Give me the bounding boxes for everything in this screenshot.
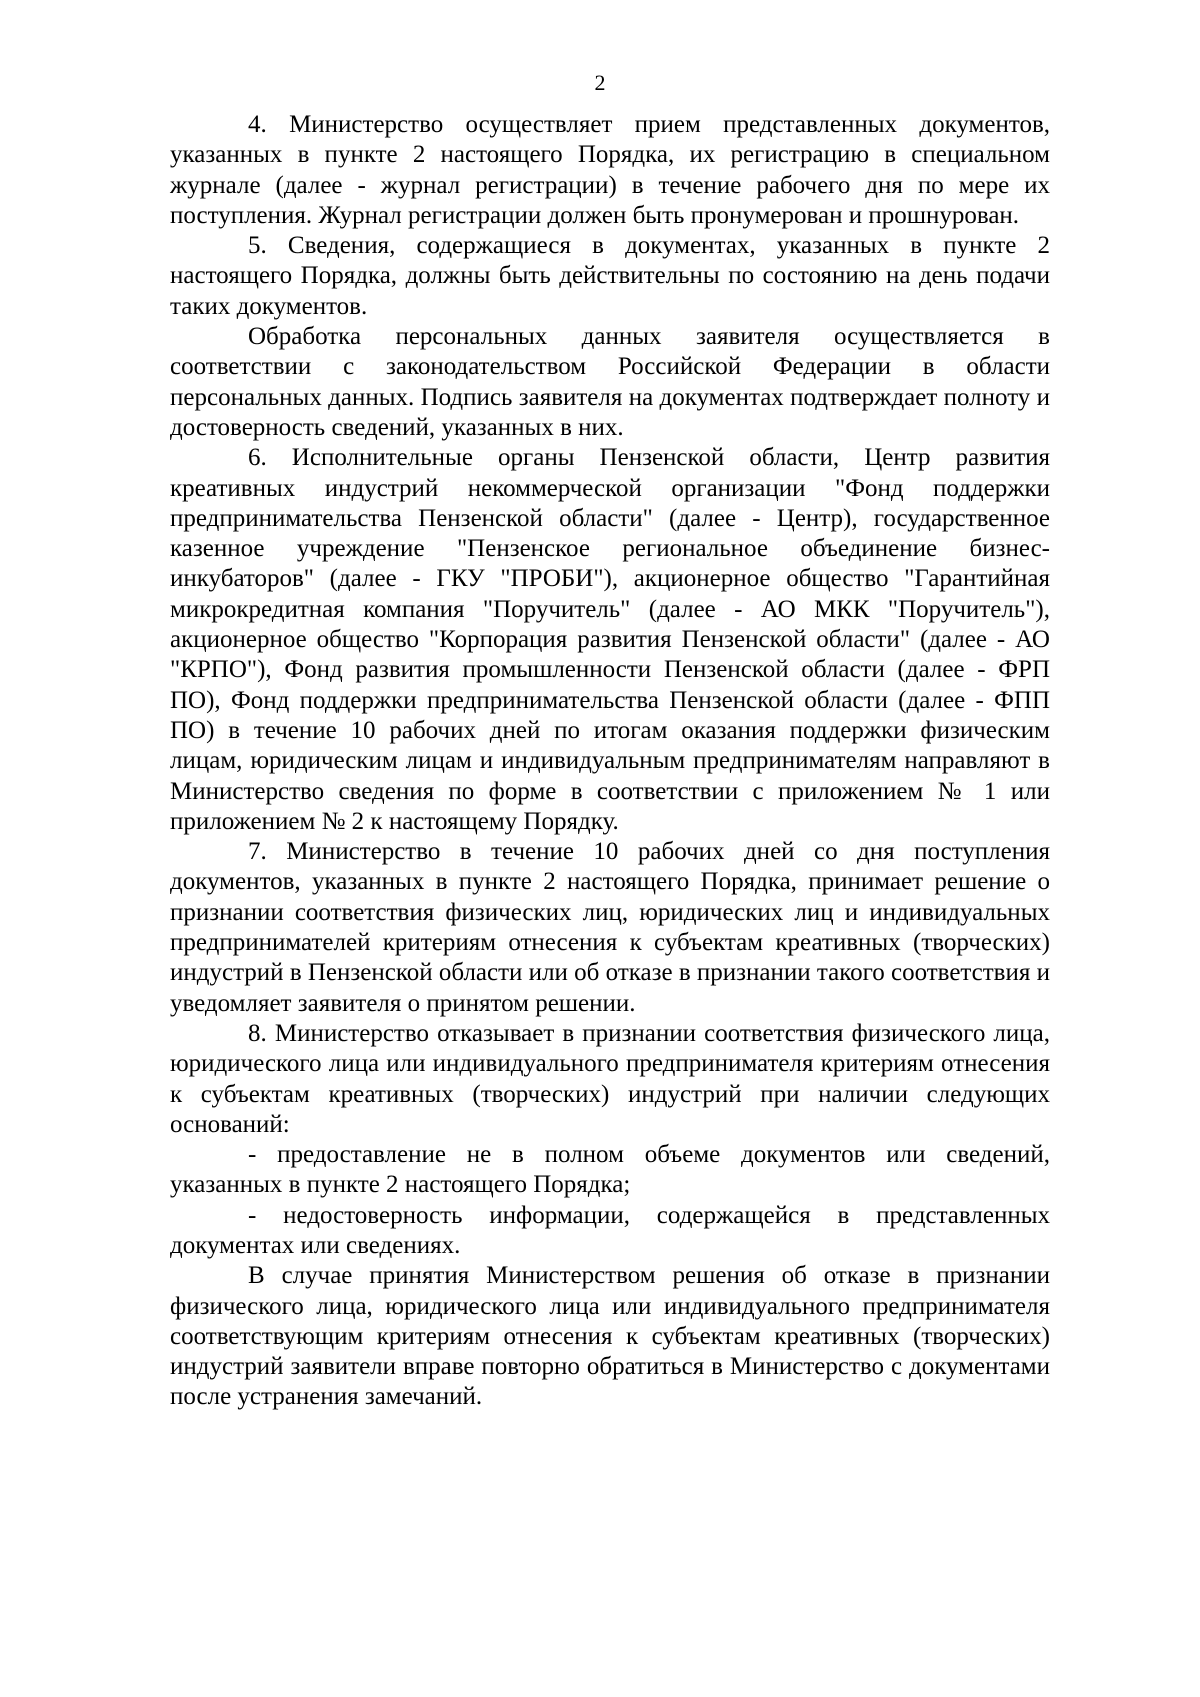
paragraph-personal-data: Обработка персональных данных заявителя осуществляется в соответствии с законодательством Российской Федерации в области персональных данных. Подпись заявителя на документах подтверждает полноту и достоверность сведений, указанных в них. — [170, 323, 1050, 441]
paragraph-item-8: 8. Министерство отказывает в признании соответствия физического лица, юридического лица или индивидуального предпринимателя критериям отнесения к субъектам креативных (творческих) индустрий при наличии следующих оснований: — [170, 1019, 1050, 1138]
paragraph-item-4: 4. Министерство осуществляет прием представленных документов, указанных в пункте 2 настоящего Порядка, их регистрацию в специальном журнале (далее - журнал регистрации) в течение рабочего дня по мере их поступления. Журнал регистрации должен быть пронумерован и прошнурован. — [170, 111, 1050, 229]
document-body — [170, 110, 1050, 1413]
paragraph-item-7: 7. Министерство в течение 10 рабочих дней со дня поступления документов, указанных в пункте 2 настоящего Порядка, принимает решение о признании соответствия физических лиц, юридических лиц и индивидуальных предпринимателей критериям отнесения к субъектам креативных (творческих) индустрий в Пензенской области или об отказе в признании такого соответствия и уведомляет заявителя о принятом решении. — [170, 838, 1050, 1017]
paragraph-item-6: 6. Исполнительные органы Пензенской области, Центр развития креативных индустрий некоммерческой организации "Фонд поддержки предпринимательства Пензенской области" (далее - Центр), государственное казенное учреждение "Пензенское региональное объединение бизнес-инкубаторов" (далее - ГКУ "ПРОБИ"), акционерное общество "Гарантийная микрокредитная компания "Поручитель" (далее - АО МКК "Поручитель"), акционерное общество "Корпорация развития Пензенской области" (далее - АО "КРПО"), Фонд развития промышленности Пензенской области (далее - ФРП ПО), Фонд поддержки предпринимательства Пензенской области (далее - ФПП ПО) в течение 10 рабочих дней по итогам оказания поддержки физическим лицам, юридическим лицам и индивидуальным предпринимателям направляют в Министерство сведения по форме в соответствии с приложением № 1 или приложением № 2 к настоящему Порядку. — [170, 444, 1050, 835]
page-number: 2 — [594, 70, 606, 95]
refusal-ground-incomplete: - предоставление не в полном объеме документов или сведений, указанных в пункте 2 настоящего Порядка; — [170, 1141, 1050, 1199]
paragraph-reapply: В случае принятия Министерством решения об отказе в признании физического лица, юридического лица или индивидуального предпринимателя соответствующим критериям отнесения к субъектам креативных (творческих) индустрий заявители вправе повторно обратиться в Министерство с документами после устранения замечаний. — [170, 1262, 1050, 1411]
refusal-ground-inaccurate: - недостоверность информации, содержащейся в представленных документах или сведениях. — [170, 1201, 1050, 1259]
paragraph-item-5: 5. Сведения, содержащиеся в документах, указанных в пункте 2 настоящего Порядка, должны быть действительны по состоянию на день подачи таких документов. — [170, 232, 1050, 320]
